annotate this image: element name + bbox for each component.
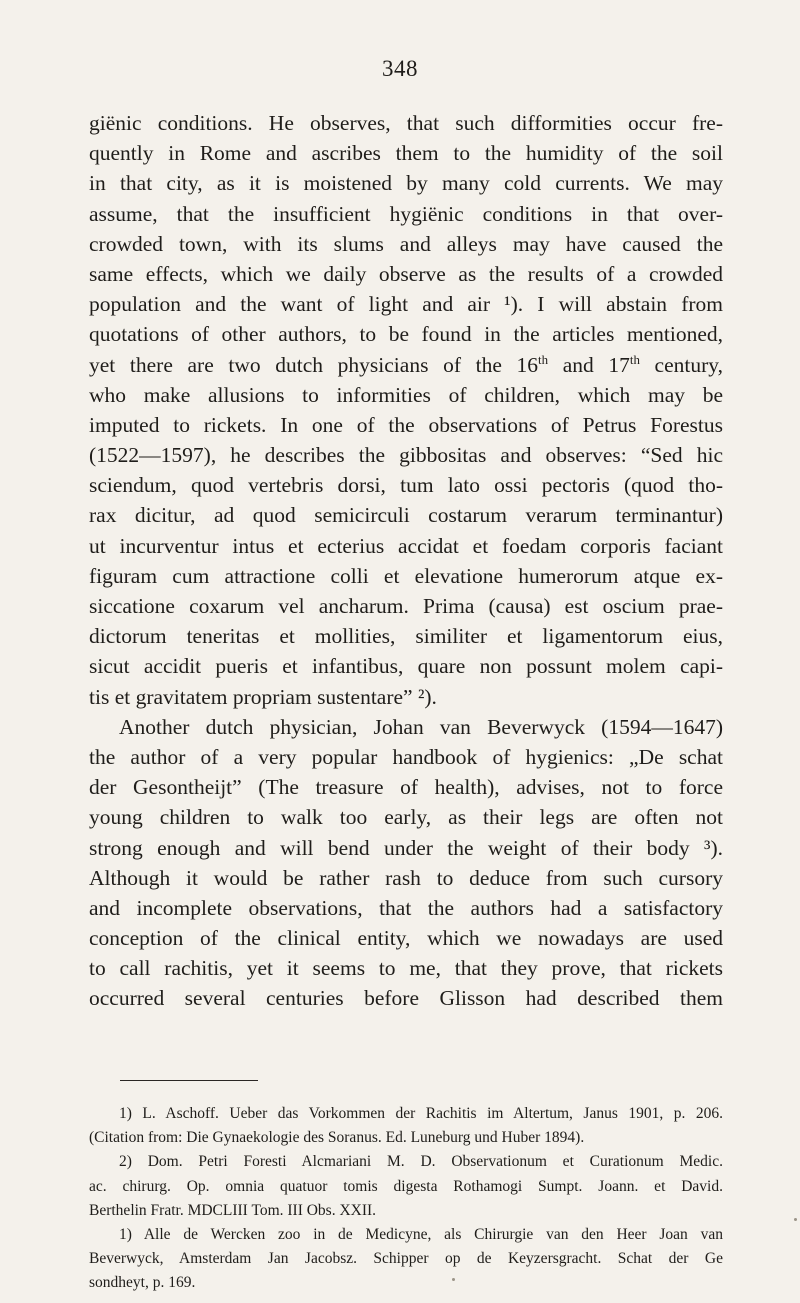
text-line: siccatione coxarum vel ancharum. Prima (causa) est oscium prae- (89, 594, 723, 618)
footnotes (89, 1102, 723, 1296)
footnote-line: (Citation from: Die Gynaekologie des Soranus. Ed. Luneburg und Huber 1894). (89, 1129, 585, 1147)
text-line: dictorum teneritas et mollities, similiter et ligamentorum eius, (89, 624, 723, 649)
text-line: figuram cum attractione colli et elevatione humerorum atque ex- (89, 563, 723, 588)
text-line: crowded town, with its slums and alleys may have caused the (89, 231, 723, 256)
text-line: and incomplete observations, that the authors had a satisfactory (89, 895, 723, 920)
text-line: assume, that the insufficient hygiënic conditions in that over- (89, 201, 723, 226)
text-line: same effects, which we daily observe as the results of a crowded (89, 261, 723, 286)
footnote-divider (120, 1080, 258, 1081)
footnote-line: 1) L. Aschoff. Ueber das Vorkommen der Rachitis im Altertum, Janus 1901, p. 206. (119, 1105, 723, 1122)
text-line: quotations of other authors, to be found in the articles mentioned, (89, 322, 723, 347)
paper-speck (452, 1278, 455, 1281)
text-line: to call rachitis, yet it seems to me, that they prove, that rickets (89, 956, 723, 981)
footnote-line: 2) Dom. Petri Foresti Alcmariani M. D. Observationum et Curationum Medic. (119, 1153, 723, 1171)
footnote-line: 1) Alle de Wercken zoo in de Medicyne, als Chirurgie van den Heer Joan van (119, 1225, 723, 1243)
text-line: tis et gravitatem propriam sustentare” ²). (89, 684, 437, 709)
text-line: population and the want of light and air ¹). I will abstain from (89, 292, 723, 317)
text-line: in that city, as it is moistened by many cold currents. We may (89, 171, 723, 196)
text-line: sicut accidit pueris et infantibus, quare non possunt molem capi- (89, 654, 723, 679)
text-line: conception of the clinical entity, which we nowadays are used (89, 926, 723, 951)
text-line: Another dutch physician, Johan van Beverwyck (1594—1647) (119, 714, 723, 739)
text-line: the author of a very popular handbook of hygienics: „De schat (89, 744, 723, 769)
text-line: who make allusions to informities of children, which may be (89, 382, 723, 407)
text-line: ut incurventur intus et ecterius accidat et foedam corporis faciant (89, 533, 723, 558)
text-line: (1522—1597), he describes the gibbositas and observes: “Sed hic (89, 443, 723, 468)
text-line: occurred several centuries before Glisson had described them (89, 986, 723, 1011)
paper-speck (794, 1218, 797, 1221)
footnote-line: Berthelin Fratr. MDCLIII Tom. III Obs. XXII. (89, 1201, 377, 1219)
text-line: imputed to rickets. In one of the observations of Petrus Forestus (89, 412, 723, 437)
text-line: yet there are two dutch physicians of the 16th and 17th century, (89, 352, 724, 377)
text-line: sciendum, quod vertebris dorsi, tum lato ossi pectoris (quod tho- (89, 473, 723, 498)
text-line: Although it would be rather rash to deduce from such cursory (89, 865, 723, 890)
text-line: young children to walk too early, as their legs are often not (89, 805, 723, 830)
footnote-line: ac. chirurg. Op. omnia quatuor tomis digesta Rothamogi Sumpt. Joann. et David. (89, 1177, 723, 1195)
text-line: giënic conditions. He observes, that such difformities occur fre- (89, 111, 723, 135)
text-line: quently in Rome and ascribes them to the humidity of the soil (89, 141, 723, 166)
footnote-line: sondheyt, p. 169. (89, 1274, 196, 1292)
text-line: rax dicitur, ad quod semicirculi costarum verarum terminantur) (89, 503, 723, 528)
footnote-line: Beverwyck, Amsterdam Jan Jacobsz. Schipper op de Keyzersgracht. Schat der Ge (89, 1250, 723, 1268)
page-number: 348 (382, 56, 418, 81)
text-line: der Gesontheijt” (The treasure of health), advises, not to force (89, 775, 723, 800)
text-line: strong enough and will bend under the weight of their body ³). (89, 835, 723, 860)
main-text (89, 108, 723, 1014)
